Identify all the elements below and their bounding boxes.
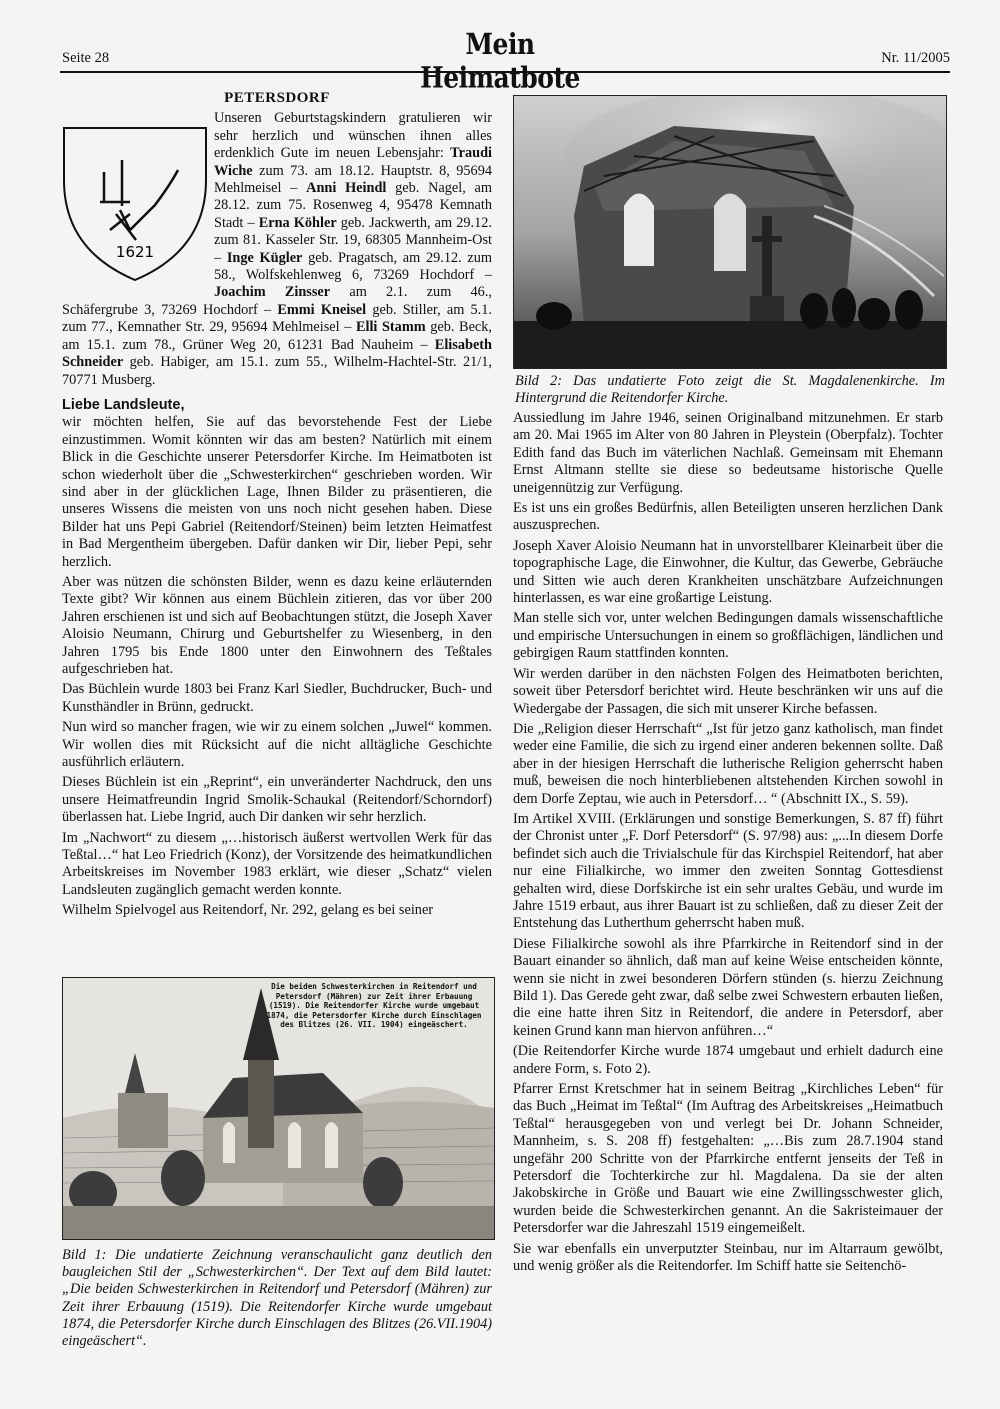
left-column [62, 90, 492, 923]
drawing-inset-text: Die beiden Schwesterkirchen in Reitendorf und Petersdorf (Mähren) zur Zeit ihrer Erbauung (1519). Die Reitendorfer Kirche wurde umgebaut 1874, die Petersdorfer Kirche durch Einschlagen des Blitzes (26. VII. 1904) eingeäschert. [266, 982, 482, 1030]
church-fire-photo-illustration [514, 96, 946, 368]
birthday-name: Elli Stamm [355, 319, 426, 336]
section-title: PETERSDORF [224, 90, 330, 106]
birthday-name: Erna Köhler [258, 214, 337, 231]
birthday-paragraph: Unseren Geburtstagskindern gratulieren wir sehr herzlich und wünschen ihnen alles erdenklich Gute im neuen Lebensjahr: Traudi Wiche zum 73. am 18.12. Hauptstr. 8, 95694 Mehlmeisel – Anni Heindl geb. Nagel, am 28.12. zum 75. Rosenweg 4, 95478 Kemnath Stadt – Erna Köhler geb. Jackwerth, am 29.12. zum 81. Kasseler Str. 19, 68305 Mannheim-Ost – Inge Kügler geb. Pragatsch, am 29.12. zum 58., Wolfskehlenweg 6, 73269 Hochdorf – Joachim Zinsser am 2.1. zum 46., Schäfergrube 3, 73269 Hochdorf – Emmi Kneisel geb. Stiller, am 5.1. zum 77., Kemnather Str. 29, 95694 Mehlmeisel – Elli Stamm geb. Beck, am 15.1. zum 78., Grüner Weg 20, 61231 Bad Nauheim – Elisabeth Schneider geb. Habiger, am 15.1. zum 55., Wilhelm-Hachtel-Str. 21/1, 70771 Musberg. [62, 110, 492, 388]
church-fire-photo [513, 95, 947, 369]
birthday-details: geb. Pragatsch, am 29.12. zum 58., Wolfskehlenweg 6, 73269 Hochdorf – [214, 249, 492, 284]
issue-number: Nr. 11/2005 [881, 50, 950, 66]
birthday-name: Traudi Wiche [214, 145, 492, 179]
body-paragraph: Die „Religion dieser Herrschaft“ „Ist für jetzo ganz katholisch, man findet weder eine Familie, die sich zu irgend einer anderen bekennen sollte. Daß aber in der hiesigen Herrschaft die lutherische Religion geherrscht haben muß, beweisen die noch hinterbliebenen altstehenden Kirchen sowohl in dem Dorfe Zeptau, wie auch in Petersdorf… “ (Abschnitt IX., S. 59). [513, 720, 943, 807]
birthday-details: geb. Jackwerth, am 29.12. zum 81. Kasseler Str. 19, 68305 Mannheim-Ost – [214, 214, 492, 266]
body-paragraph: Man stelle sich vor, unter welchen Bedingungen damals wissenschaftliche und empirische Untersuchungen in einem so großflächigen, ländlichen und gebirgigen Raum stattfinden konnten. [513, 610, 943, 662]
figure-1-caption: Bild 1: Die undatierte Zeichnung veranschaulicht ganz deutlich den baugleichen Stil der „Schwesterkirchen“. Der Text auf dem Bild lautet: „Die beiden Schwesterkirchen in Reitendorf und Petersdorf (Mähren) zur Zeit ihrer Erbauung (1519). Die Reitendorfer Kirche wurde umgebaut 1874, die Petersdorfer Kirche durch Einschlagen des Blitzes (26.VII.1904) eingeäschert“. [62, 1247, 492, 1350]
header-rule [60, 71, 950, 73]
petersdorf-crest [60, 110, 210, 285]
body-paragraph: wir möchten helfen, Sie auf das bevorstehende Fest der Liebe einzustimmen. Womit könnten wir das am besten? Natürlich mit einem Blick in die Geschichte unserer Petersdorfer Kirche. Im Heimatboten ist schon wiederholt über die „Schwesterkirchen“ geschrieben worden. Wir sind aber in der glücklichen Lage, Ihnen Bilder zu präsentieren, die unseres Wissens die meisten von uns noch nicht gesehen haben. Diese Bilder hat uns Pepi Gabriel (Reitendorf/Steinen) beim letzten Heimatfest in Bad Mergentheim übergeben. Dafür danken wir Dir, lieber Pepi, sehr herzlich. [62, 414, 492, 570]
body-paragraph: Wir werden darüber in den nächsten Folgen des Heimatboten berichten, soweit über Petersdorf berichtet wird. Heute beschränken wir uns auf die Wiedergabe der Passagen, die sich mit unserer Kirche befassen. [513, 665, 943, 717]
birthday-name: Anni Heindl [306, 180, 387, 197]
body-paragraph: Aussiedlung im Jahre 1946, seinen Originalband mitzunehmen. Er starb am 20. Mai 1965 im Alter von 80 Jahren in Pleystein (Oberpfalz). Tochter Edith fand das Buch im väterlichen Nachlaß. Gemeinsam mit Ehemann Ernst Altmann stellte sie diese so bedeutsame historische Quelle uneigennützig zur Verfügung. [513, 410, 943, 496]
body-paragraph: (Die Reitendorfer Kirche wurde 1874 umgebaut und erhielt dadurch eine andere Form, s. Foto 2). [513, 1043, 943, 1077]
birthday-details: am 2.1. zum 46., Schäfergrube 3, 73269 Hochdorf – [62, 284, 492, 318]
birthday-details: zum 73. am 18.12. Hauptstr. 8, 95694 Mehlmeisel – [214, 162, 492, 197]
right-column [513, 410, 943, 1279]
body-paragraph: Dieses Büchlein ist ein „Reprint“, ein unveränderter Nachdruck, den uns unsere Heimatfreundin Ingrid Smolik-Schaukal (Reitendorf/Schorndorf) überlassen hat. Liebe Ingrid, auch Dir danken wir sehr herzlich. [62, 774, 492, 826]
coat-of-arms-icon [60, 110, 210, 285]
figure-2-caption: Bild 2: Das undatierte Foto zeigt die St. Magdalenenkirche. Im Hintergrund die Reitendorfer Kirche. [515, 373, 945, 407]
body-paragraph: Diese Filialkirche sowohl als ihre Pfarrkirche in Reitendorf sind in der Bauart einander so ähnlich, daß man auf keine Weise entscheiden könnte, wenn sie nicht in zwei besonderen Dörfern stünden (s. hierzu Zeichnung Bild 1). Das Gerede geht zwar, daß selbe zwei Schwestern erbauten ließen, die eine hatte ihren Sitz in Reitendorf, die andere in Petersdorf, aber keinen Grund kann man hiervon anführen…“ [513, 935, 943, 1039]
body-paragraph: Im „Nachwort“ zu diesem „…historisch äußerst wertvollen Werk für das Teßtal…“ hat Leo Friedrich (Konz), der Vorsitzende des heimatkundlichen Arbeitskreises im November 1983 erklärt, wie dieser „Schatz“ vielen Landsleuten zugänglich gemacht werden konnte. [62, 829, 492, 898]
birthday-name: Joachim Zinsser [214, 284, 331, 301]
birthday-name: Inge Kügler [226, 249, 303, 266]
birthday-details: geb. Nagel, am 28.12. zum 75. Rosenweg 4, 95478 Kemnath Stadt – [214, 180, 492, 231]
birthday-details: geb. Habiger, am 15.1. zum 55., Wilhelm-Hachtel-Str. 21/1, 70771 Musberg. [62, 354, 492, 388]
body-paragraph: Im Artikel XVIII. (Erklärungen und sonstige Bemerkungen, S. 87 ff) führt der Chronist unter „F. Dorf Petersdorf“ (S. 97/98) aus: „...In diesem Dorfe befindet sich auch die Trivialschule für das Kirchspiel Reitendorf, hat aber nur eine Filialkirche, wo immer den zweiten Sonntag Gottesdienst gehalten wird, diese Dorfskirche ist ein sehr uraltes Gebäu, und wurde im Jahre 1519 erbaut, aus ihrer Bauart ist zu schließen, daß zu dieser Zeit der Entstehung das Lutherthum geherrscht haben muß. [513, 810, 943, 932]
birthday-details: geb. Beck, am 15.1. zum 78., Grüner Weg 20, 61231 Bad Nauheim – [62, 319, 492, 353]
body-paragraph: Es ist uns ein großes Bedürfnis, allen Beteiligten unseren herzlichen Dank auszusprechen. [513, 500, 943, 534]
birthday-details: geb. Stiller, am 5.1. zum 77., Kemnather Str. 29, 95694 Mehlmeisel – [62, 301, 492, 336]
body-paragraph: Joseph Xaver Aloisio Neumann hat in unvorstellbarer Kleinarbeit über die topographische Lage, die Einwohner, die Kultur, das Gewerbe, Gebräuche und Sitten wie auch deren Krankheiten unschätzbare Aufzeichnungen hinterlassen, es war eine großartige Leistung. [513, 537, 943, 607]
masthead-title: Mein Heimatbote [420, 27, 580, 95]
greeting: Liebe Landsleute, [62, 396, 185, 413]
page-number: Seite 28 [62, 50, 110, 66]
body-paragraph: Das Büchlein wurde 1803 bei Franz Karl Siedler, Buchdrucker, Buch- und Kunsthändler in Brünn, gedruckt. [62, 681, 492, 715]
birthday-name: Elisabeth Schneider [62, 336, 492, 371]
body-paragraph: Sie war ebenfalls ein unverputzter Steinbau, nur im Altarraum gewölbt, und wenig größer als die Reitendorfer. Im Schiff hatte sie Seitenchö- [513, 1240, 943, 1275]
sister-churches-drawing [62, 977, 495, 1240]
body-paragraph: Pfarrer Ernst Kretschmer hat in seinem Beitrag „Kirchliches Leben“ für das Buch „Heimat im Teßtal“ (Im Auftrag des Arbeitskreises „Heimatbuch Teßtal“ herausgegeben von und verlegt bei Dr. Johann Schneider, Mannheim, s. S. 208 ff) festgehalten: „…Bis zum 28.7.1904 stand ungefähr 200 Schritte von der Pfarrkirche entfernt jenseits der Teß in Petersdorf die Tochterkirche zur hl. Magdalena. Da sie der alten Jakobskirche in Größe und Bauart wie eine Zwillingsschwester glich, wurden beide die Schwesterkirchen genannt. An die Sakristeimauer der Petersdorfer war die Jahreszahl 1519 eingemeißelt. [513, 1081, 943, 1237]
crest-year: 1621 [115, 243, 155, 262]
body-paragraph: Nun wird so mancher fragen, wie wir zu einem solchen „Juwel“ kommen. Wir wollen dies mit Rücksicht auf die nicht alltägliche Geschichte ausführlich erläutern. [62, 719, 492, 771]
body-paragraph: Aber was nützen die schönsten Bilder, wenn es dazu keine erläuternden Texte gibt? Wir können aus einem Büchlein zitieren, das vor über 200 Jahren erschienen ist und sich auf Beobachtungen stützt, die Joseph Xaver Aloisio Neumann, Chirurg und Geburtshelfer zu Wiesenberg, in den Jahren 1795 bis Ende 1800 unter den Einwohnern des Teßtales aufgeschrieben hat. [62, 573, 492, 677]
body-paragraph: Wilhelm Spielvogel aus Reitendorf, Nr. 292, gelang es bei seiner [62, 902, 434, 919]
birthday-name: Emmi Kneisel [277, 301, 367, 318]
